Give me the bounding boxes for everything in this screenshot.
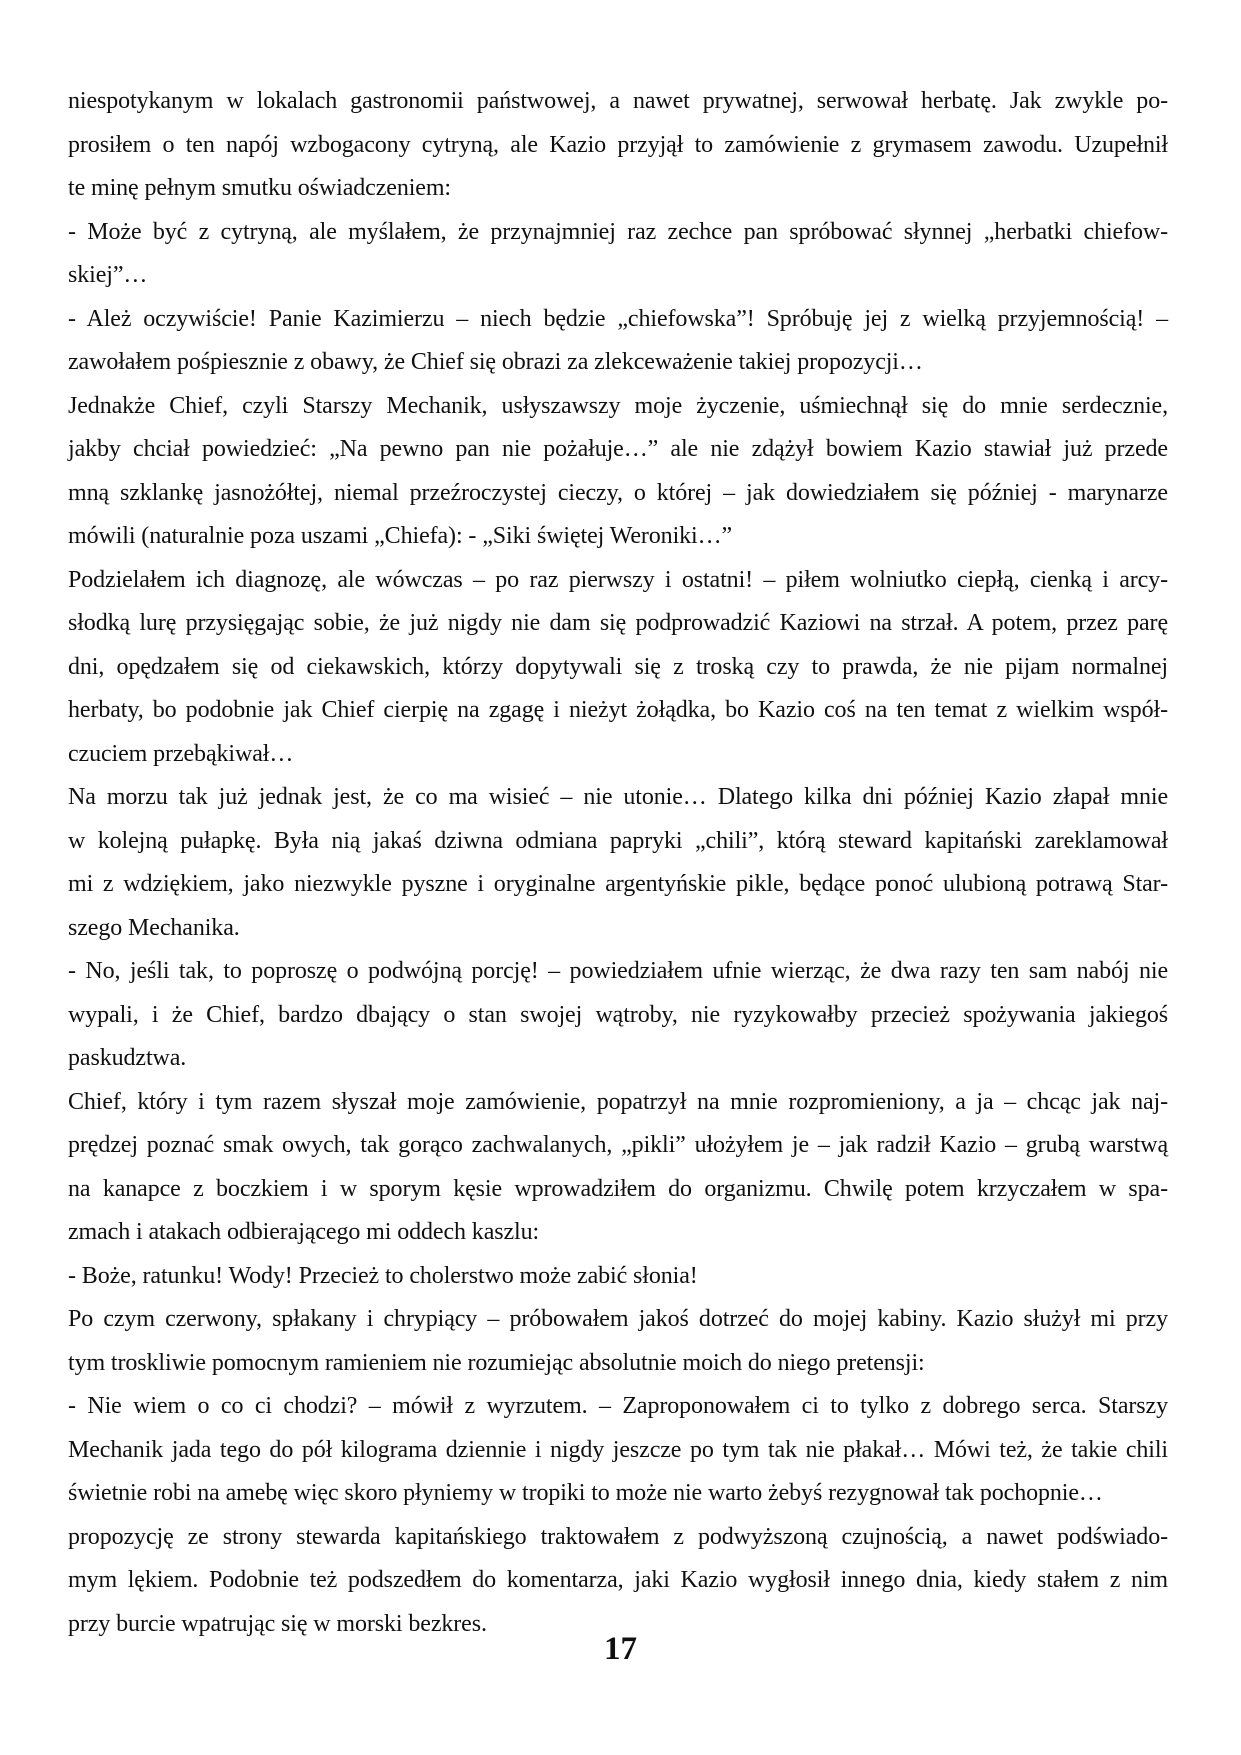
text-line: herbaty, bo podobnie jak Chief cierpię na zgagę i nieżyt żołądka, bo Kazio coś na ten temat z wielkim współ- bbox=[68, 697, 1168, 723]
text-line: Chief, który i tym razem słyszał moje zamówienie, popatrzył na mnie rozpromieniony, a ja – chcąc jak naj- bbox=[68, 1088, 1168, 1115]
text-line: Po czym czerwony, spłakany i chrypiący – próbowałem jakoś dotrzeć do mojej kabiny. Kazio służył mi przy bbox=[68, 1306, 1168, 1332]
text-line: prosiłem o ten napój wzbogacony cytryną, ale Kazio przyjął to zamówienie z grymasem zawodu. Uzupełnił bbox=[68, 131, 1168, 158]
text-line: te minę pełnym smutku oświadczeniem: bbox=[68, 175, 451, 201]
text-line: słodką lurę przysięgając sobie, że już nigdy nie dam się podprowadzić Kaziowi na strzał. A potem, przez parę bbox=[68, 610, 1168, 636]
text-line: jakby chciał powiedzieć: „Na pewno pan nie pożałuje…” ale nie zdążył bowiem Kazio stawiał już przede bbox=[68, 436, 1168, 462]
text-line: paskudztwa. bbox=[68, 1045, 187, 1071]
text-line: tym troskliwie pomocnym ramieniem nie rozumiejąc absolutnie moich do niego pretensji: bbox=[68, 1349, 925, 1376]
text-line: niespotykanym w lokalach gastronomii państwowej, a nawet prywatnej, serwował herbatę. Jak zwykle po- bbox=[68, 88, 1168, 114]
text-line: - Boże, ratunku! Wody! Przecież to cholerstwo może zabić słonia! bbox=[68, 1262, 698, 1289]
text-line: - No, jeśli tak, to poproszę o podwójną porcję! – powiedziałem ufnie wierząc, że dwa razy ten sam nabój nie bbox=[68, 958, 1168, 984]
text-line: w kolejną pułapkę. Była nią jakaś dziwna odmiana papryki „chili”, którą steward kapitański zareklamował bbox=[68, 827, 1168, 854]
text-line: świetnie robi na amebę więc skoro płyniemy w tropiki to może nie warto żebyś rezygnował tak pochopnie… bbox=[68, 1480, 1103, 1506]
page-number: 17 bbox=[604, 1631, 637, 1667]
text-line: zmach i atakach odbierającego mi oddech kaszlu: bbox=[68, 1219, 540, 1245]
text-line: Na morzu tak już jednak jest, że co ma wisieć – nie utonie… Dlatego kilka dni później Kazio złapał mnie bbox=[68, 784, 1168, 810]
text-line: zawołałem pośpiesznie z obawy, że Chief się obrazi za zlekceważenie takiej propozycji… bbox=[68, 349, 923, 375]
text-line: dni, opędzałem się od ciekawskich, którzy dopytywali się z troską czy to prawda, że nie pijam normalnej bbox=[68, 653, 1168, 680]
text-line: Mechanik jada tego do pół kilograma dziennie i nigdy jeszcze po tym tak nie płakał… Mówi też, że takie chili bbox=[68, 1436, 1168, 1463]
text-line: szego Mechanika. bbox=[68, 914, 240, 941]
text-line: mym lękiem. Podobnie też podszedłem do komentarza, jaki Kazio wygłosił innego dnia, kiedy stałem z nim bbox=[68, 1567, 1168, 1593]
text-line: przy burcie wpatrując się w morski bezkres. bbox=[68, 1610, 487, 1637]
text-line: mówili (naturalnie poza uszami „Chiefa): - „Siki świętej Weroniki…” bbox=[68, 523, 733, 549]
text-line: - Ależ oczywiście! Panie Kazimierzu – niech będzie „chiefowska”! Spróbuję jej z wielką przyjemnością! – bbox=[68, 305, 1168, 332]
text-line: Jednakże Chief, czyli Starszy Mechanik, usłyszawszy moje życzenie, uśmiechnął się do mnie serdecznie, bbox=[68, 392, 1168, 419]
text-line: - Nie wiem o co ci chodzi? – mówił z wyrzutem. – Zaproponowałem ci to tylko z dobrego serca. Starszy bbox=[68, 1393, 1168, 1419]
text-line: na kanapce z boczkiem i w sporym kęsie wprowadziłem do organizmu. Chwilę potem krzyczałem w spa- bbox=[68, 1175, 1168, 1202]
text-line: - Może być z cytryną, ale myślałem, że przynajmniej raz zechce pan spróbować słynnej „herbatki chiefow- bbox=[68, 218, 1168, 245]
page-text bbox=[68, 80, 1168, 1646]
text-line: Podzielałem ich diagnozę, ale wówczas – po raz pierwszy i ostatni! – piłem wolniutko ciepłą, cienką i arcy- bbox=[68, 566, 1168, 593]
text-line: wypali, i że Chief, bardzo dbający o stan swojej wątroby, nie ryzykowałby przecież spożywania jakiegoś bbox=[68, 1001, 1168, 1028]
text-line: mi z wdziękiem, jako niezwykle pyszne i oryginalne argentyńskie pikle, będące ponoć ulubioną potrawą Star- bbox=[68, 871, 1168, 897]
text-line: prędzej poznać smak owych, tak gorąco zachwalanych, „pikli” ułożyłem je – jak radził Kazio – grubą warstwą bbox=[68, 1132, 1168, 1158]
text-line: czuciem przebąkiwał… bbox=[68, 740, 294, 767]
text-line: propozycję ze strony stewarda kapitańskiego traktowałem z podwyższoną czujnością, a nawet podświado- bbox=[68, 1523, 1168, 1550]
text-line: skiej”… bbox=[68, 262, 148, 288]
text-line: mną szklankę jasnożółtej, niemal przeźroczystej cieczy, o której – jak dowiedziałem się później - marynarze bbox=[68, 479, 1168, 506]
